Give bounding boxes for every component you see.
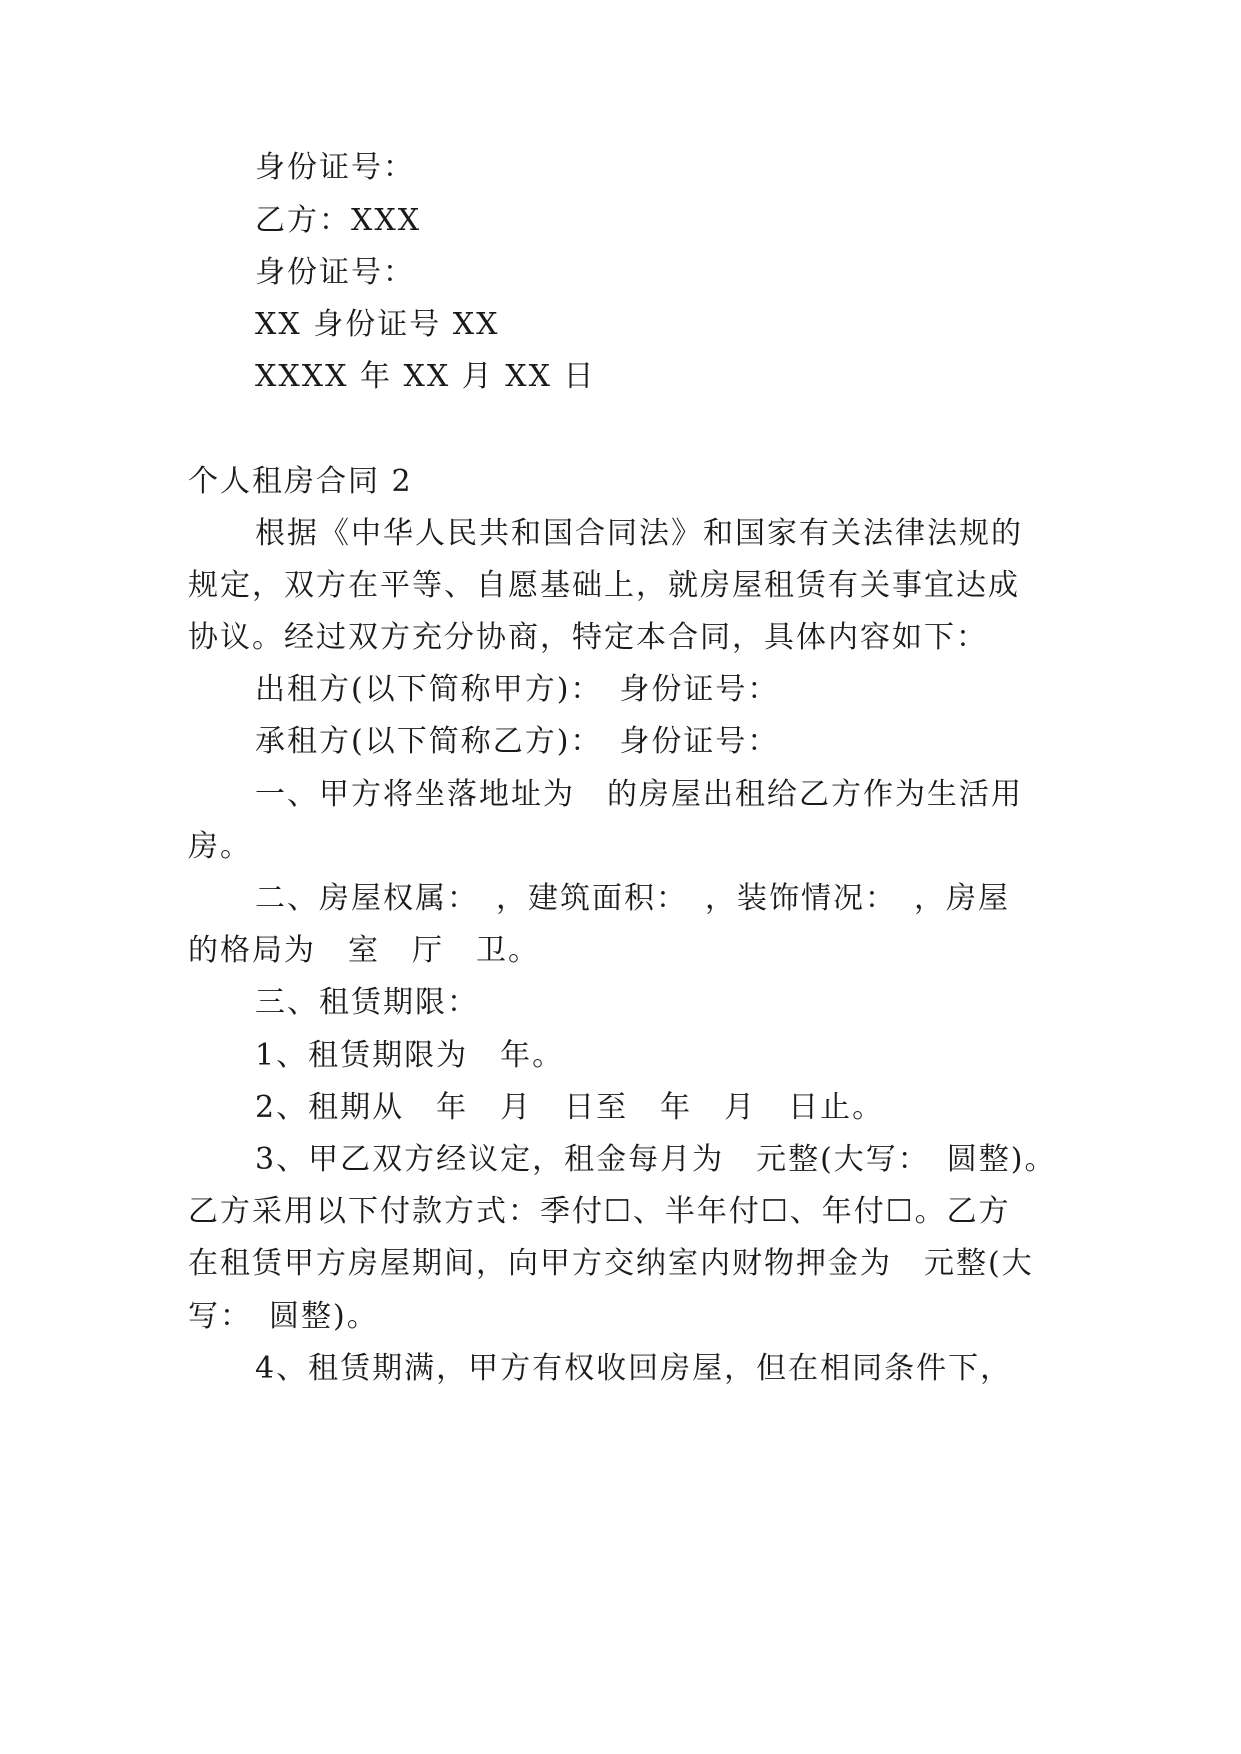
id-number-line-2: 身份证号： [255,255,415,290]
party-b-line: 乙方：XXX [255,203,422,238]
clause-3-title: 三、租赁期限： [255,985,479,1020]
clause-3-item-2: 2、租期从 年 月 日至 年 月 日止。 [255,1090,885,1125]
clause-1-line-1: 一、甲方将坐落地址为 的房屋出租给乙方作为生活用 [255,777,1023,812]
id-number-placeholder-line: XX 身份证号 XX [255,307,500,342]
lessor-line: 出租方(以下简称甲方)： 身份证号： [255,672,780,707]
clause-3-item-4-line-1: 4、租赁期满，甲方有权收回房屋，但在相同条件下， [255,1351,1013,1386]
intro-paragraph-line-3: 协议。经过双方充分协商，特定本合同，具体内容如下： [188,620,988,655]
contract-title: 个人租房合同 2 [188,464,413,499]
lessee-line: 承租方(以下简称乙方)： 身份证号： [255,724,780,759]
clause-3-item-3-line-1: 3、甲乙双方经议定，租金每月为 元整(大写： 圆整)。 [255,1142,1057,1177]
intro-paragraph-line-2: 规定，双方在平等、自愿基础上，就房屋租赁有关事宜达成 [188,568,1020,603]
clause-1-line-2: 房。 [188,829,252,864]
clause-3-item-3-line-3: 在租赁甲方房屋期间，向甲方交纳室内财物押金为 元整(大 [188,1246,1034,1281]
id-number-line-1: 身份证号： [255,150,415,185]
intro-paragraph-line-1: 根据《中华人民共和国合同法》和国家有关法律法规的 [255,516,1023,551]
clause-2-line-2: 的格局为 室 厅 卫。 [188,933,540,968]
clause-3-item-1: 1、租赁期限为 年。 [255,1038,565,1073]
date-line: XXXX 年 XX 月 XX 日 [255,359,596,394]
clause-2-line-1: 二、房屋权属： ，建筑面积： ，装饰情况： ，房屋 [255,881,1010,916]
clause-3-item-3-line-4: 写： 圆整)。 [188,1299,379,1334]
clause-3-item-3-line-2: 乙方采用以下付款方式：季付☐、半年付☐、年付☐。乙方 [188,1194,1011,1229]
